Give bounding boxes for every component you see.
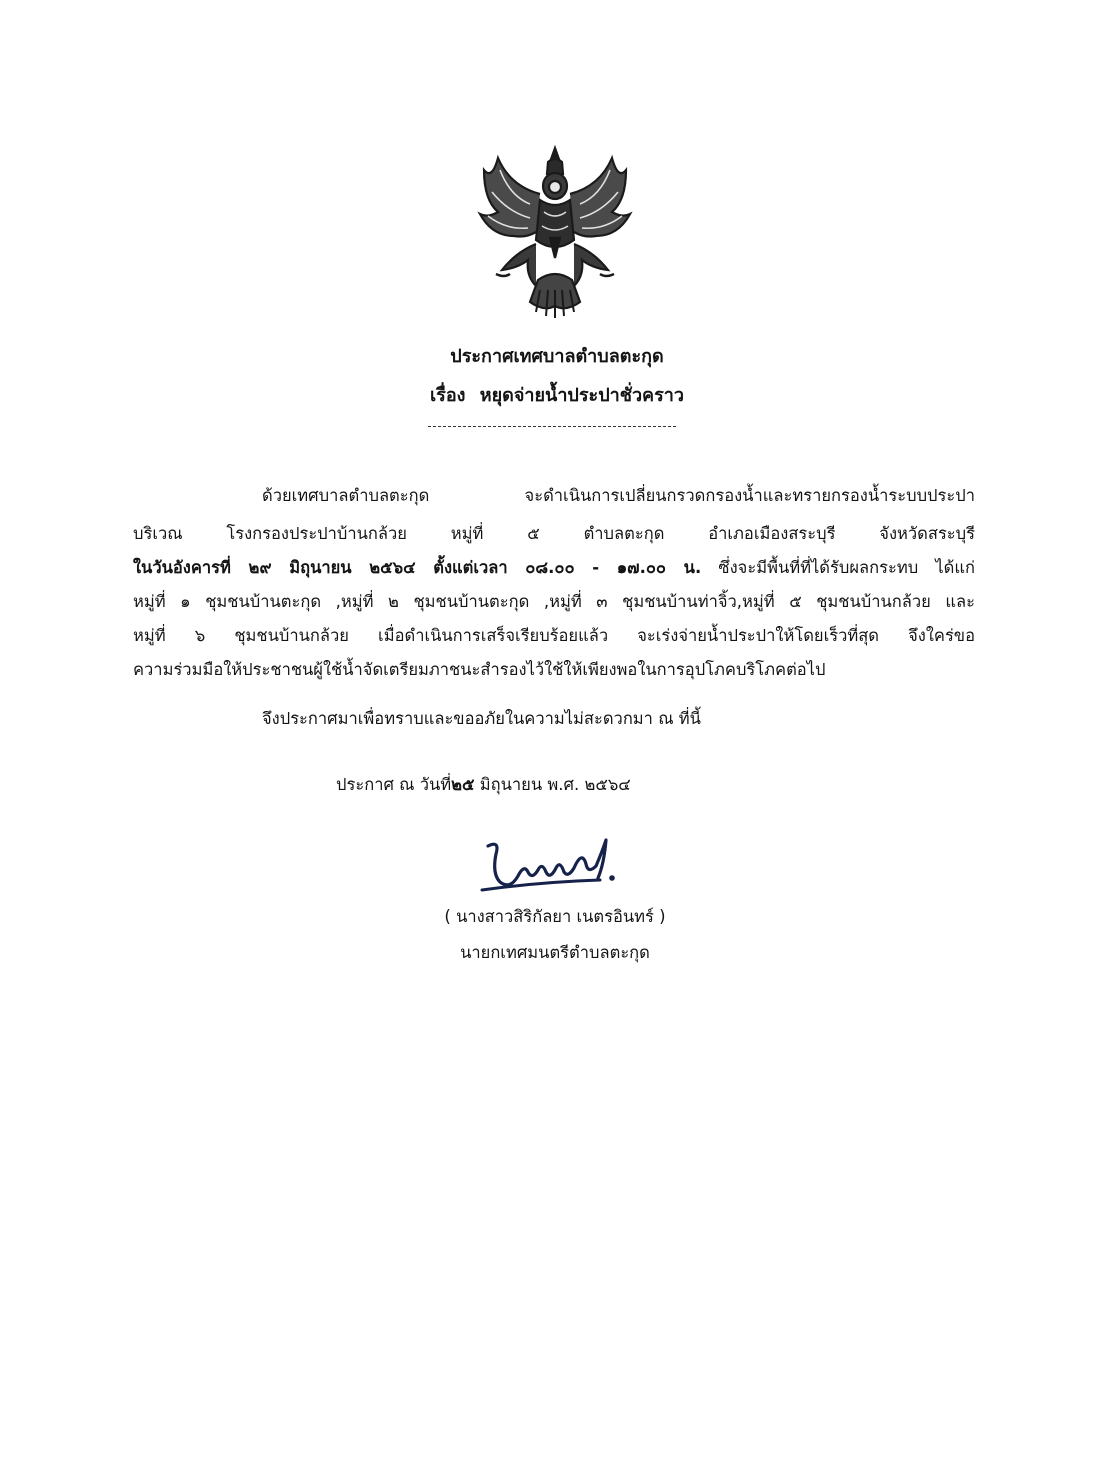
body-line-2: บริเวณ โรงกรองประปาบ้านกล้วย หมู่ที่ ๕ ตำบลตะกุด อำเภอเมืองสระบุรี จังหวัดสระบุรี	[133, 524, 975, 543]
subject-text: หยุดจ่ายน้ำประปาชั่วคราว	[479, 385, 684, 406]
subject-label: เรื่อง	[430, 385, 466, 406]
body-line-4: หมู่ที่ ๑ ชุมชนบ้านตะกุด ,หมู่ที่ ๒ ชุมชนบ้านตะกุด ,หมู่ที่ ๓ ชุมชนบ้านท่าจิ้ว,หมู่ที่ ๕ ชุมชนบ้านกล้วย และ	[133, 592, 975, 611]
announced-day: ๒๕	[451, 775, 475, 794]
closing-line: จึงประกาศมาเพื่อทราบและขออภัยในความไม่สะดวกมา ณ ที่นี้	[262, 709, 701, 728]
signer-position: นายกเทศมนตรีตำบลตะกุด	[460, 943, 650, 962]
schedule-bold: ในวันอังคารที่ ๒๙ มิถุนายน ๒๕๖๔ ตั้งแต่เวลา ๐๘.๐๐ - ๑๗.๐๐ น.	[133, 558, 702, 577]
garuda-emblem-icon	[470, 140, 640, 322]
signature-image	[470, 820, 630, 900]
title-divider	[428, 426, 676, 427]
subject-row	[0, 383, 1114, 409]
announced-label: ประกาศ ณ วันที่	[336, 775, 452, 794]
signer-name: ( นางสาวสิริกัลยา เนตรอินทร์ )	[444, 907, 666, 926]
body-line-3	[133, 553, 975, 583]
body-line-5: หมู่ที่ ๖ ชุมชนบ้านกล้วย เมื่อดำเนินการเสร็จเรียบร้อยแล้ว จะเร่งจ่ายน้ำประปาให้โดยเร็วที่สุด จึงใคร่ขอ	[133, 626, 975, 645]
body-line-1: ด้วยเทศบาลตำบลตะกุด จะดำเนินการเปลี่ยนกรวดกรองน้ำและทรายกรองน้ำระบบประปา	[262, 486, 975, 505]
announced-month-year: มิถุนายน พ.ศ. ๒๕๖๔	[474, 775, 631, 794]
schedule-rest: ซึ่งจะมีพื้นที่ที่ได้รับผลกระทบ ได้แก่	[701, 558, 975, 577]
announcement-title: ประกาศเทศบาลตำบลตะกุด	[450, 346, 664, 367]
body-line-6: ความร่วมมือให้ประชาชนผู้ใช้น้ำจัดเตรียมภาชนะสำรองไว้ใช้ให้เพียงพอในการอุปโภคบริโภคต่อไป	[133, 660, 826, 679]
announcement-date	[336, 770, 631, 800]
